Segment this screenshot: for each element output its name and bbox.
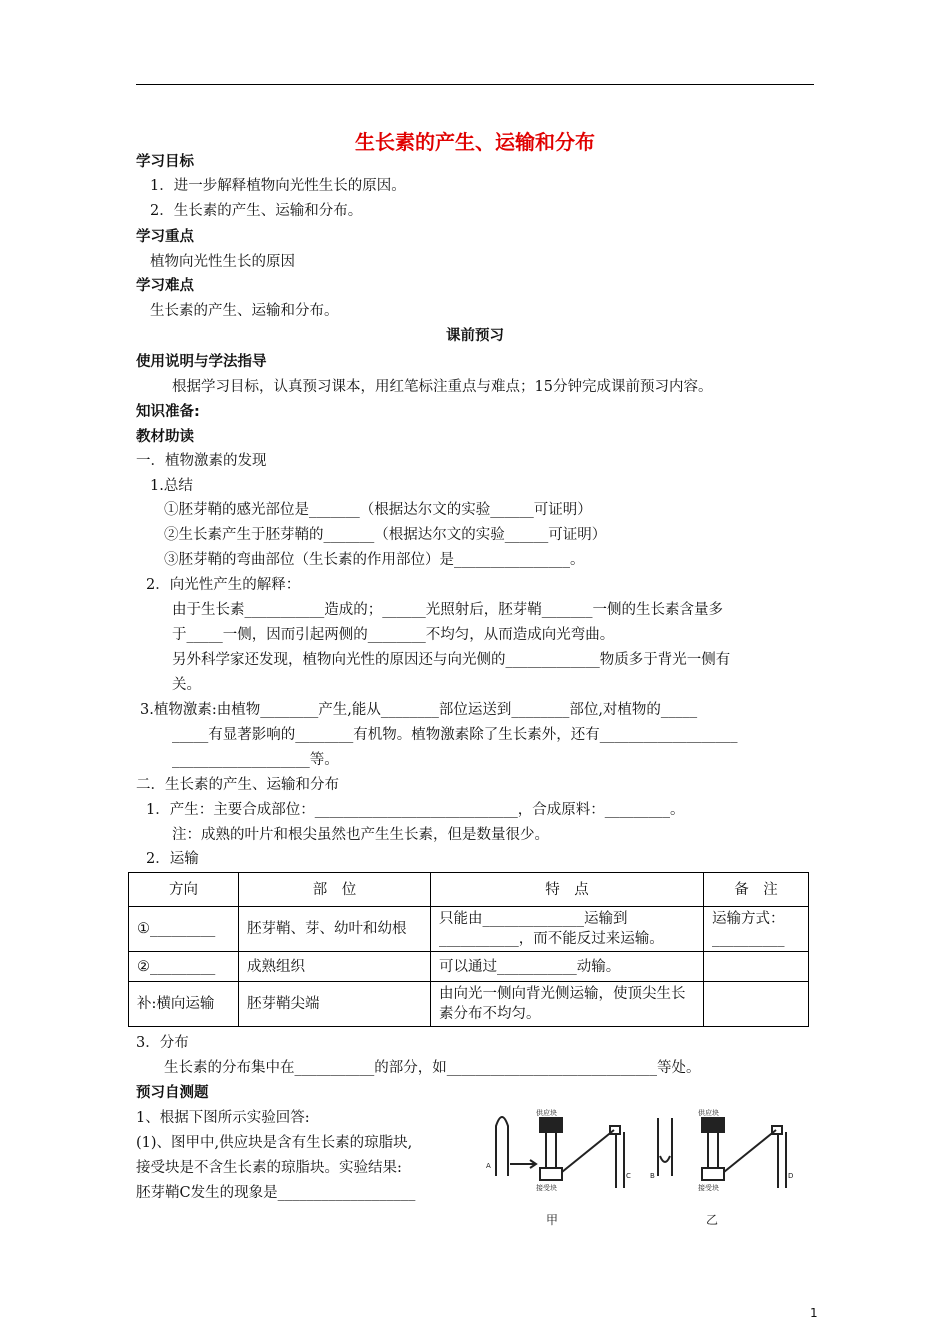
phototropism-line-2: 于_____一侧，因而引起两侧的________不均匀，从而造成向光弯曲。 [172, 627, 615, 643]
knowledge-heading: 知识准备: [136, 404, 200, 420]
table-row [129, 952, 809, 982]
table-cell: 胚芽鞘、芽、幼叶和幼根 [239, 907, 431, 952]
hormone-line-3: ___________________等。 [172, 752, 339, 768]
page-number: 1 [810, 1306, 818, 1320]
question-1-line-a: (1)、图甲中,供应块是含有生长素的琼脂块, [136, 1135, 413, 1151]
table-header: 特 点 [431, 873, 704, 907]
selftest-heading: 预习自测题 [136, 1085, 209, 1101]
table-cell: 可以通过___________动输。 [431, 952, 704, 982]
letter-label: C [626, 1172, 631, 1180]
hormone-line-1: 3.植物激素:由植物________产生,能从________部位运送到________部位,对植物的_____ [140, 702, 698, 718]
production-note: 注：成熟的叶片和根尖虽然也产生生长素，但是数量很少。 [172, 827, 549, 843]
figure-caption-left: 甲 [546, 1213, 559, 1227]
section1-heading: 一．植物激素的发现 [136, 453, 267, 469]
supply-block-icon [540, 1118, 562, 1132]
phototropism-line-1: 由于生长素___________造成的；______光照射后，胚芽鞘_______一侧的生长素含量多 [172, 602, 723, 618]
receive-block-icon [702, 1168, 724, 1180]
receive-label: 接受块 [536, 1184, 557, 1192]
page-title: 生长素的产生、运输和分布 [355, 130, 595, 154]
table-row [129, 982, 809, 1027]
coleoptile-a-icon [496, 1117, 508, 1176]
summary-label: 1.总结 [150, 478, 193, 494]
letter-label: B [650, 1172, 655, 1180]
focus-heading: 学习重点 [136, 229, 194, 245]
table-header: 方向 [129, 873, 239, 907]
table-cell: 运输方式：__________ [704, 907, 809, 952]
experiment-figure [484, 1106, 814, 1236]
supply-block-icon [702, 1118, 724, 1132]
table-cell: 胚芽鞘尖端 [239, 982, 431, 1027]
summary-item-2: ②生长素产生于胚芽鞘的_______（根据达尔文的实验______可证明） [164, 527, 607, 543]
question-1: 1、根据下图所示实验回答: [136, 1110, 310, 1126]
summary-item-3: ③胚芽鞘的弯曲部位（生长素的作用部位）是________________。 [164, 552, 585, 568]
letter-label: D [788, 1172, 794, 1180]
question-1-line-b: 接受块是不含生长素的琼脂块。实验结果: [136, 1160, 402, 1176]
transport-heading: 2．运输 [146, 851, 199, 867]
receive-block-icon [540, 1168, 562, 1180]
table-header: 备 注 [704, 873, 809, 907]
goal-item-1: 1．进一步解释植物向光性生长的原因。 [150, 178, 406, 194]
table-cell [704, 982, 809, 1027]
table-row [129, 907, 809, 952]
question-1-line-c: 胚芽鞘C发生的现象是___________________ [136, 1185, 416, 1201]
supply-label: 供应块 [536, 1109, 557, 1117]
section2-heading: 二．生长素的产生、运输和分布 [136, 777, 339, 793]
table-cell: 只能由______________运输到___________，而不能反过来运输。 [431, 907, 704, 952]
phototropism-heading: 2．向光性产生的解释： [146, 577, 301, 593]
table-cell: 由向光一侧向背光侧运输，使顶尖生长素分布不均匀。 [431, 982, 704, 1027]
coleoptile-b-icon [658, 1118, 672, 1176]
table-cell: 成熟组织 [239, 952, 431, 982]
letter-label: A [486, 1162, 491, 1170]
table-cell [704, 952, 809, 982]
table-cell: 补:横向运输 [129, 982, 239, 1027]
distribution-heading: 3．分布 [136, 1035, 189, 1051]
tilt-rod-icon [724, 1130, 776, 1172]
summary-item-1: ①胚芽鞘的感光部位是_______（根据达尔文的实验______可证明） [164, 502, 592, 518]
difficulty-text: 生长素的产生、运输和分布。 [150, 303, 339, 319]
table-cell: ②_________ [129, 952, 239, 982]
tilt-rod-icon [562, 1130, 614, 1172]
supply-label: 供应块 [698, 1109, 719, 1117]
figure-caption-right: 乙 [706, 1213, 719, 1227]
reading-heading: 教材助读 [136, 429, 194, 445]
difficulty-heading: 学习难点 [136, 278, 194, 294]
guide-text: 根据学习目标，认真预习课本，用红笔标注重点与难点；15分钟完成课前预习内容。 [172, 379, 713, 395]
table-cell: ①_________ [129, 907, 239, 952]
phototropism-line-3: 另外科学家还发现，植物向光性的原因还与向光侧的_____________物质多于背光一侧有 [172, 652, 731, 668]
phototropism-line-4: 关。 [172, 677, 201, 693]
receive-label: 接受块 [698, 1184, 719, 1192]
goals-heading: 学习目标 [136, 154, 194, 170]
hormone-line-2: _____有显著影响的________有机物。植物激素除了生长素外，还有___________________ [172, 727, 738, 743]
transport-table [128, 872, 809, 1027]
production-line: 1．产生：主要合成部位：____________________________，合成原料：_________。 [146, 802, 685, 818]
goal-item-2: 2．生长素的产生、运输和分布。 [150, 203, 363, 219]
guide-heading: 使用说明与学法指导 [136, 354, 267, 370]
preview-heading: 课前预习 [446, 328, 504, 344]
header-rule [136, 84, 814, 85]
distribution-text: 生长素的分布集中在___________的部分，如_____________________________等处。 [164, 1060, 701, 1076]
table-header: 部 位 [239, 873, 431, 907]
focus-text: 植物向光性生长的原因 [150, 254, 295, 270]
